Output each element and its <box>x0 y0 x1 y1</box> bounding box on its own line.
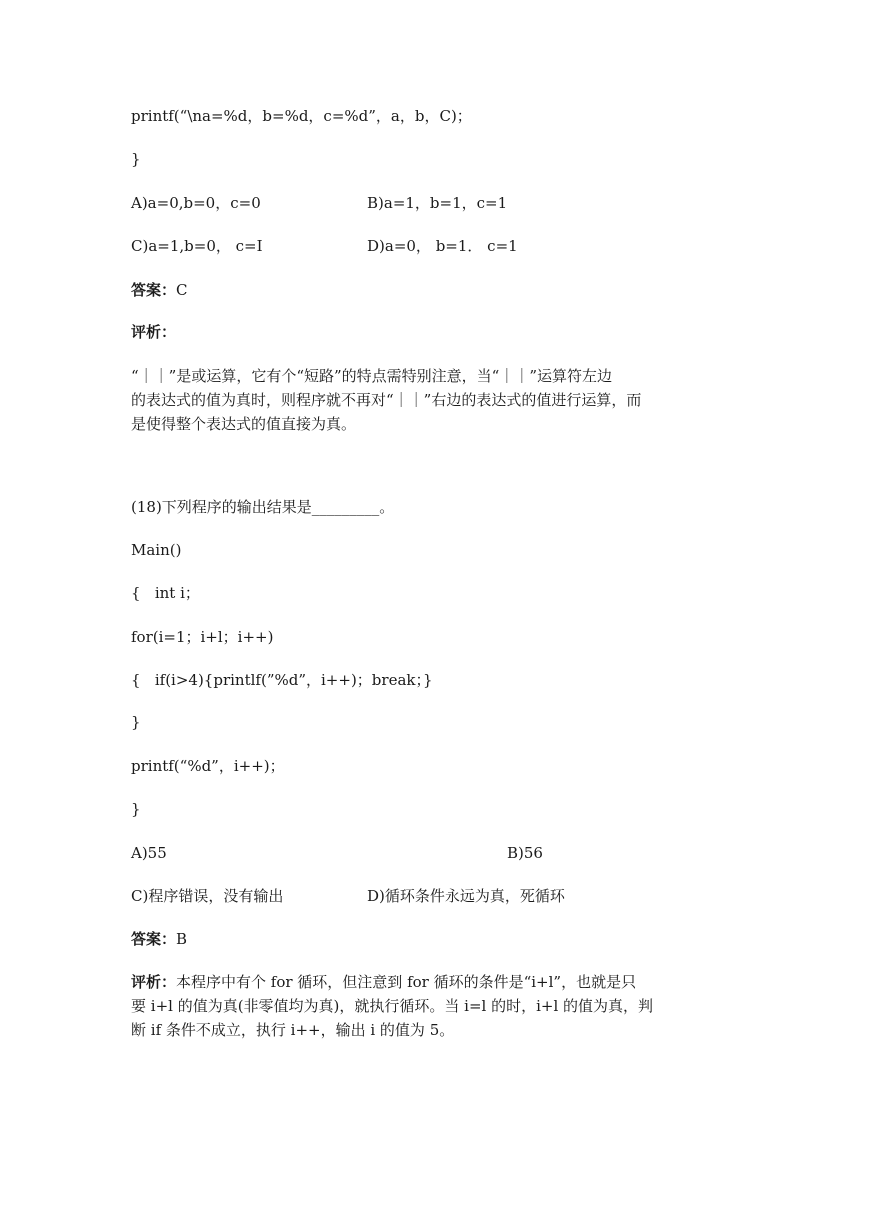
q18-question: (18)下列程序的输出结果是_________。 <box>131 498 395 516</box>
q17-option-b: B)a=1，b=1，c=1 <box>367 194 508 212</box>
q18-analysis-line: 断 if 条件不成立，执行 i++，输出 i 的值为 5。 <box>131 1021 455 1039</box>
q18-answer-value: B <box>176 930 188 948</box>
q18-analysis-first-line <box>131 970 739 994</box>
q17-analysis-line: “｜｜”是或运算，它有个“短路”的特点需特别注意，当“｜｜”运算符左边 <box>131 367 613 385</box>
q18-option-a: A)55 <box>131 844 167 862</box>
q17-analysis-line: 的表达式的值为真时，则程序就不再对“｜｜”右边的表达式的值进行运算，而 <box>131 391 642 409</box>
q18-code-line: } <box>131 800 141 818</box>
q18-option-c: C)程序错误，没有输出 <box>131 887 284 905</box>
q17-code-close-brace: } <box>131 150 141 168</box>
q18-analysis-line: 本程序中有个 for 循环，但注意到 for 循环的条件是“i+l”，也就是只 <box>176 973 637 991</box>
q17-answer-label: 答案： <box>131 281 177 299</box>
q18-answer <box>131 928 187 950</box>
q18-code-line: for(i=1；i+l；i++) <box>131 628 274 646</box>
q18-code-line: printf(“%d”，i++)； <box>131 757 285 775</box>
q17-option-a: A)a=0,b=0，c=0 <box>131 194 261 212</box>
q17-code-printf: printf(“\na=%d，b=%d，c=%d”，a，b，C)； <box>131 107 472 125</box>
q17-analysis-label: 评析： <box>131 323 177 341</box>
q18-analysis-line: 要 i+l 的值为真(非零值均为真)，就执行循环。当 i=l 的时，i+l 的值为真，判 <box>131 997 654 1015</box>
q18-code-line: { if(i>4){printlf(”%d”，i++)；break；} <box>131 671 433 689</box>
q17-option-d: D)a=0， b=1． c=1 <box>367 237 518 255</box>
q18-analysis-text <box>131 970 739 1042</box>
q17-answer-value: C <box>176 281 188 299</box>
q17-answer <box>131 279 188 301</box>
q18-option-b: B)56 <box>507 844 543 862</box>
q18-answer-label: 答案： <box>131 930 177 948</box>
q18-code-line: Main() <box>131 541 182 559</box>
q17-analysis-line: 是使得整个表达式的值直接为真。 <box>131 415 357 433</box>
q17-analysis-text <box>131 364 739 436</box>
q18-analysis-label: 评析： <box>131 973 177 991</box>
q18-option-d: D)循环条件永远为真，死循环 <box>367 887 565 905</box>
q17-option-c: C)a=1,b=0， c=I <box>131 237 263 255</box>
q18-code-line: } <box>131 713 141 731</box>
q18-code-line: { int i； <box>131 584 200 602</box>
